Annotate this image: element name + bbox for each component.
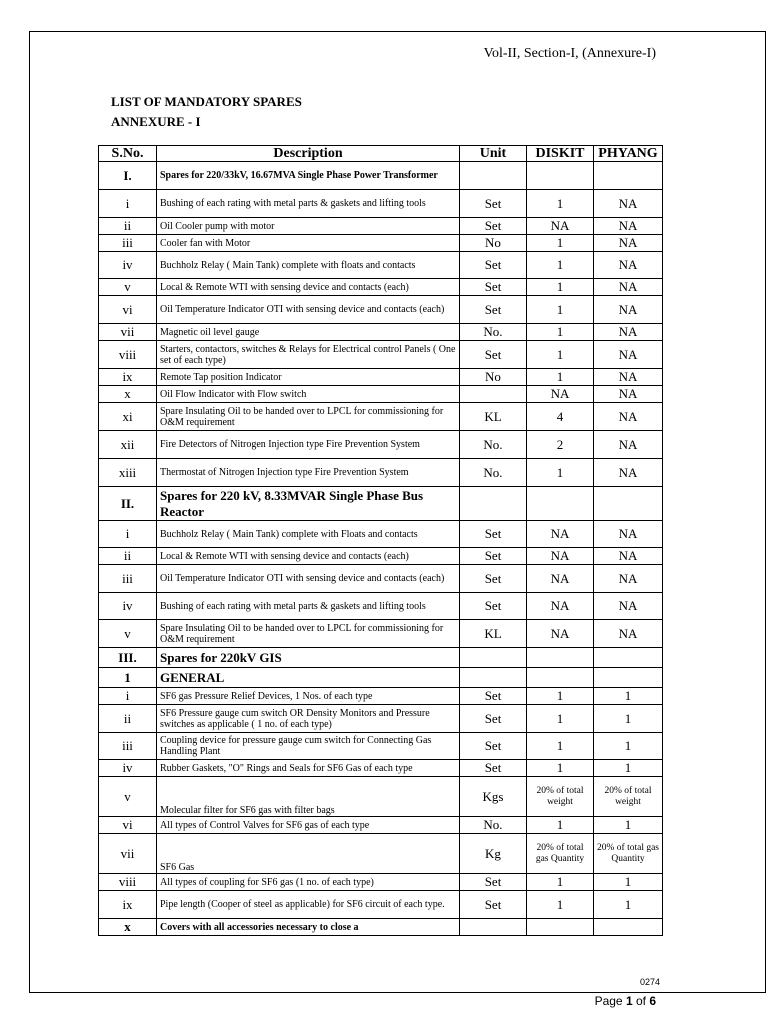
- cell-phyang: NA: [594, 296, 663, 324]
- cell-diskit: 1: [527, 733, 594, 760]
- cell-diskit: 20% of total weight: [527, 777, 594, 817]
- cell-unit: No.: [460, 324, 527, 341]
- cell-phyang: NA: [594, 459, 663, 487]
- cell-description: Oil Temperature Indicator OTI with sensing device and contacts (each): [157, 296, 460, 324]
- cell-sno: i: [99, 688, 157, 705]
- cell-phyang: NA: [594, 218, 663, 235]
- cell-description: All types of Control Valves for SF6 gas of each type: [157, 817, 460, 834]
- cell-description: Remote Tap position Indicator: [157, 369, 460, 386]
- cell-description: SF6 Gas: [157, 834, 460, 874]
- cell-unit: Set: [460, 891, 527, 919]
- cell-unit: Set: [460, 565, 527, 593]
- cell-description: Molecular filter for SF6 gas with filter bags: [157, 777, 460, 817]
- cell-unit: Set: [460, 593, 527, 620]
- cell-diskit: NA: [527, 565, 594, 593]
- cell-phyang: NA: [594, 369, 663, 386]
- cell-unit: Kgs: [460, 777, 527, 817]
- table-row: [99, 688, 663, 705]
- table-row: [99, 279, 663, 296]
- header-description: Description: [157, 146, 460, 162]
- table-row: [99, 777, 663, 817]
- cell-unit: No: [460, 235, 527, 252]
- cell-diskit: 1: [527, 874, 594, 891]
- cell-description: Buchholz Relay ( Main Tank) complete with floats and contacts: [157, 252, 460, 279]
- cell-sno: xii: [99, 431, 157, 459]
- cell-phyang: NA: [594, 252, 663, 279]
- cell-description: Coupling device for pressure gauge cum switch for Connecting Gas Handling Plant: [157, 733, 460, 760]
- cell-description: Starters, contactors, switches & Relays for Electrical control Panels ( One set of each type): [157, 341, 460, 369]
- header-phyang: PHYANG: [594, 146, 663, 162]
- cell-sno: iv: [99, 593, 157, 620]
- cell-sno: ix: [99, 891, 157, 919]
- cell-phyang: 1: [594, 733, 663, 760]
- cell-description: Spares for 220kV GIS: [157, 648, 460, 668]
- cell-description: Oil Flow Indicator with Flow switch: [157, 386, 460, 403]
- cell-sno: x: [99, 386, 157, 403]
- cell-description: Oil Temperature Indicator OTI with sensing device and contacts (each): [157, 565, 460, 593]
- cell-diskit: 4: [527, 403, 594, 431]
- cell-diskit: 20% of total gas Quantity: [527, 834, 594, 874]
- page-number: [595, 994, 656, 1008]
- cell-diskit: 1: [527, 190, 594, 218]
- cell-phyang: [594, 668, 663, 688]
- cell-diskit: 1: [527, 235, 594, 252]
- cell-unit: No: [460, 369, 527, 386]
- cell-phyang: 1: [594, 817, 663, 834]
- cell-phyang: NA: [594, 403, 663, 431]
- cell-diskit: 1: [527, 817, 594, 834]
- cell-diskit: 1: [527, 459, 594, 487]
- cell-unit: Set: [460, 521, 527, 548]
- cell-sno: xi: [99, 403, 157, 431]
- spares-table-body: [99, 162, 663, 936]
- cell-sno: i: [99, 190, 157, 218]
- cell-description: Cooler fan with Motor: [157, 235, 460, 252]
- cell-unit: Kg: [460, 834, 527, 874]
- cell-sno: vii: [99, 834, 157, 874]
- cell-phyang: NA: [594, 235, 663, 252]
- table-row: [99, 403, 663, 431]
- cell-description: Oil Cooler pump with motor: [157, 218, 460, 235]
- volume-reference: Vol-II, Section-I, (Annexure-I): [483, 46, 656, 61]
- page-of: of: [632, 994, 650, 1008]
- header-sno: S.No.: [99, 146, 157, 162]
- cell-sno: vii: [99, 324, 157, 341]
- cell-unit: KL: [460, 403, 527, 431]
- cell-phyang: NA: [594, 431, 663, 459]
- cell-unit: Set: [460, 279, 527, 296]
- document-title: LIST OF MANDATORY SPARES: [111, 94, 302, 109]
- cell-diskit: 1: [527, 296, 594, 324]
- cell-phyang: NA: [594, 341, 663, 369]
- cell-diskit: NA: [527, 218, 594, 235]
- cell-sno: i: [99, 521, 157, 548]
- cell-diskit: NA: [527, 548, 594, 565]
- annexure-title: ANNEXURE - I: [111, 114, 201, 129]
- cell-phyang: NA: [594, 521, 663, 548]
- table-row: [99, 919, 663, 936]
- cell-phyang: NA: [594, 279, 663, 296]
- document-code: 0274: [639, 977, 660, 987]
- cell-unit: Set: [460, 705, 527, 733]
- table-row: [99, 620, 663, 648]
- cell-sno: iii: [99, 565, 157, 593]
- cell-description: Bushing of each rating with metal parts & gaskets and lifting tools: [157, 593, 460, 620]
- cell-phyang: NA: [594, 190, 663, 218]
- cell-diskit: 2: [527, 431, 594, 459]
- cell-diskit: 1: [527, 279, 594, 296]
- table-row: [99, 235, 663, 252]
- page-total: 6: [649, 994, 656, 1008]
- cell-diskit: [527, 162, 594, 190]
- table-row: [99, 521, 663, 548]
- cell-sno: ii: [99, 705, 157, 733]
- cell-diskit: NA: [527, 386, 594, 403]
- cell-diskit: [527, 487, 594, 521]
- cell-unit: No.: [460, 817, 527, 834]
- cell-phyang: 1: [594, 705, 663, 733]
- cell-sno: vi: [99, 296, 157, 324]
- cell-diskit: [527, 668, 594, 688]
- cell-phyang: [594, 648, 663, 668]
- cell-unit: Set: [460, 760, 527, 777]
- cell-description: Spares for 220 kV, 8.33MVAR Single Phase Bus Reactor: [157, 487, 460, 521]
- cell-diskit: 1: [527, 369, 594, 386]
- cell-unit: Set: [460, 190, 527, 218]
- spares-table: [98, 145, 663, 936]
- cell-sno: xiii: [99, 459, 157, 487]
- cell-description: Rubber Gaskets, "O" Rings and Seals for SF6 Gas of each type: [157, 760, 460, 777]
- cell-sno: v: [99, 620, 157, 648]
- cell-description: Spare Insulating Oil to be handed over to LPCL for commissioning for O&M requirement: [157, 620, 460, 648]
- cell-description: Pipe length (Cooper of steel as applicable) for SF6 circuit of each type.: [157, 891, 460, 919]
- cell-description: SF6 Pressure gauge cum switch OR Density Monitors and Pressure switches as applicable ( 1 no. of each type): [157, 705, 460, 733]
- cell-description: Fire Detectors of Nitrogen Injection type Fire Prevention System: [157, 431, 460, 459]
- table-row: [99, 817, 663, 834]
- table-row: [99, 252, 663, 279]
- table-row: [99, 459, 663, 487]
- cell-diskit: [527, 648, 594, 668]
- cell-diskit: 1: [527, 252, 594, 279]
- cell-sno: ii: [99, 548, 157, 565]
- cell-sno: vi: [99, 817, 157, 834]
- table-row: [99, 487, 663, 521]
- cell-unit: [460, 487, 527, 521]
- cell-sno: viii: [99, 341, 157, 369]
- table-row: [99, 668, 663, 688]
- cell-description: Local & Remote WTI with sensing device and contacts (each): [157, 279, 460, 296]
- header-diskit: DISKIT: [527, 146, 594, 162]
- table-row: [99, 733, 663, 760]
- table-row: [99, 760, 663, 777]
- cell-description: Magnetic oil level gauge: [157, 324, 460, 341]
- cell-phyang: NA: [594, 324, 663, 341]
- cell-unit: Set: [460, 296, 527, 324]
- page-prefix: Page: [594, 994, 626, 1008]
- cell-unit: [460, 648, 527, 668]
- cell-sno: v: [99, 279, 157, 296]
- table-row: [99, 218, 663, 235]
- cell-phyang: [594, 162, 663, 190]
- cell-phyang: 1: [594, 891, 663, 919]
- cell-unit: Set: [460, 341, 527, 369]
- table-row: [99, 431, 663, 459]
- table-row: [99, 874, 663, 891]
- cell-description: All types of coupling for SF6 gas (1 no. of each type): [157, 874, 460, 891]
- cell-phyang: NA: [594, 386, 663, 403]
- cell-sno: 1: [99, 668, 157, 688]
- cell-description: Spares for 220/33kV, 16.67MVA Single Phase Power Transformer: [157, 162, 460, 190]
- cell-diskit: [527, 919, 594, 936]
- cell-description: Buchholz Relay ( Main Tank) complete with Floats and contacts: [157, 521, 460, 548]
- cell-description: Local & Remote WTI with sensing device and contacts (each): [157, 548, 460, 565]
- table-row: [99, 296, 663, 324]
- cell-unit: Set: [460, 733, 527, 760]
- cell-diskit: 1: [527, 760, 594, 777]
- cell-description: Thermostat of Nitrogen Injection type Fire Prevention System: [157, 459, 460, 487]
- cell-unit: Set: [460, 252, 527, 279]
- cell-description: Bushing of each rating with metal parts & gaskets and lifting tools: [157, 190, 460, 218]
- table-header-row: [99, 146, 663, 162]
- cell-diskit: NA: [527, 620, 594, 648]
- cell-phyang: 1: [594, 874, 663, 891]
- table-row: [99, 593, 663, 620]
- cell-diskit: 1: [527, 688, 594, 705]
- cell-sno: iv: [99, 760, 157, 777]
- table-row: [99, 386, 663, 403]
- cell-unit: No.: [460, 459, 527, 487]
- cell-unit: [460, 162, 527, 190]
- table-row: [99, 565, 663, 593]
- cell-sno: viii: [99, 874, 157, 891]
- table-row: [99, 548, 663, 565]
- cell-description: GENERAL: [157, 668, 460, 688]
- cell-diskit: 1: [527, 705, 594, 733]
- table-row: [99, 648, 663, 668]
- cell-unit: Set: [460, 688, 527, 705]
- page-current: 1: [625, 994, 633, 1008]
- cell-phyang: 20% of total weight: [594, 777, 663, 817]
- table-row: [99, 162, 663, 190]
- cell-description: SF6 gas Pressure Relief Devices, 1 Nos. of each type: [157, 688, 460, 705]
- cell-description: Covers with all accessories necessary to close a: [157, 919, 460, 936]
- cell-sno: iii: [99, 733, 157, 760]
- table-row: [99, 341, 663, 369]
- cell-diskit: 1: [527, 341, 594, 369]
- cell-unit: Set: [460, 548, 527, 565]
- table-row: [99, 324, 663, 341]
- cell-phyang: [594, 487, 663, 521]
- cell-sno: v: [99, 777, 157, 817]
- cell-unit: KL: [460, 620, 527, 648]
- cell-phyang: [594, 919, 663, 936]
- cell-unit: Set: [460, 874, 527, 891]
- cell-unit: [460, 668, 527, 688]
- cell-unit: Set: [460, 218, 527, 235]
- cell-diskit: 1: [527, 324, 594, 341]
- cell-unit: [460, 919, 527, 936]
- cell-sno: III.: [99, 648, 157, 668]
- table-row: [99, 190, 663, 218]
- cell-description: Spare Insulating Oil to be handed over to LPCL for commissioning for O&M requirement: [157, 403, 460, 431]
- cell-sno: ii: [99, 218, 157, 235]
- cell-sno: II.: [99, 487, 157, 521]
- cell-unit: No.: [460, 431, 527, 459]
- cell-diskit: NA: [527, 521, 594, 548]
- cell-sno: ix: [99, 369, 157, 386]
- table-row: [99, 705, 663, 733]
- table-row: [99, 891, 663, 919]
- cell-phyang: 1: [594, 760, 663, 777]
- cell-diskit: NA: [527, 593, 594, 620]
- cell-phyang: 1: [594, 688, 663, 705]
- table-row: [99, 834, 663, 874]
- cell-unit: [460, 386, 527, 403]
- cell-phyang: 20% of total gas Quantity: [594, 834, 663, 874]
- cell-sno: iv: [99, 252, 157, 279]
- cell-phyang: NA: [594, 593, 663, 620]
- cell-diskit: 1: [527, 891, 594, 919]
- cell-sno: I.: [99, 162, 157, 190]
- table-row: [99, 369, 663, 386]
- cell-sno: iii: [99, 235, 157, 252]
- header-unit: Unit: [460, 146, 527, 162]
- cell-phyang: NA: [594, 548, 663, 565]
- cell-phyang: NA: [594, 565, 663, 593]
- cell-phyang: NA: [594, 620, 663, 648]
- cell-sno: x: [99, 919, 157, 936]
